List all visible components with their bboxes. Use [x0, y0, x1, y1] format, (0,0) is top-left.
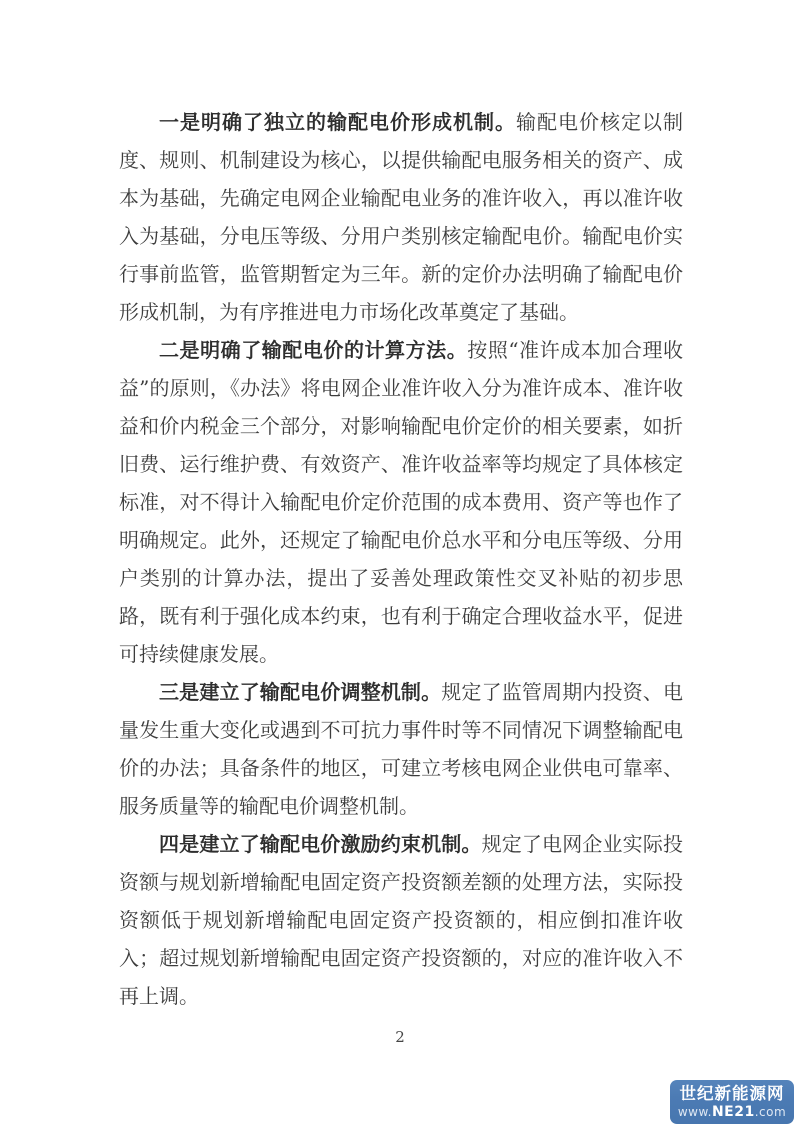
paragraph-3-lead: 三是建立了输配电价调整机制。: [159, 680, 442, 704]
document-body: [119, 103, 683, 1015]
paragraph-1-lead: 一是明确了独立的输配电价形成机制。: [159, 110, 516, 134]
watermark-url-tld: .com: [754, 1105, 787, 1119]
paragraph-2: [119, 331, 683, 673]
page-footer: [0, 1028, 800, 1046]
ne21-watermark-logo: [670, 1080, 794, 1124]
paragraph-3-body: 规定了监管周期内投资、电量发生重大变化或遇到不可抗力事件时等不同情况下调整输配电价的办法；具备条件的地区，可建立考核电网企业供电可靠率、服务质量等的输配电价调整机制。: [119, 680, 684, 818]
paragraph-1-body: 输配电价核定以制度、规则、机制建设为核心，以提供输配电服务相关的资产、成本为基础，先确定电网企业输配电业务的准许收入，再以准许收入为基础，分电压等级、分用户类别核定输配电价。输配电价实行事前监管，监管期暂定为三年。新的定价办法明确了输配电价形成机制，为有序推进电力市场化改革奠定了基础。: [119, 110, 683, 324]
paragraph-1: [119, 103, 683, 331]
watermark-url: [678, 1103, 786, 1120]
paragraph-4: [119, 825, 683, 1015]
watermark-site-name: 世纪新能源网: [679, 1084, 785, 1103]
watermark-url-www: www.: [677, 1105, 712, 1119]
paragraph-4-body: 规定了电网企业实际投资额与规划新增输配电固定资产投资额差额的处理方法，实际投资额低于规划新增输配电固定资产投资额的，相应倒扣准许收入；超过规划新增输配电固定资产投资额的，对应的准许收入不再上调。: [119, 832, 684, 1008]
paragraph-2-body: 按照“准许成本加合理收益”的原则，《办法》将电网企业准许收入分为准许成本、准许收益和价内税金三个部分，对影响输配电价定价的相关要素，如折旧费、运行维护费、有效资产、准许收益率等均规定了具体核定标准，对不得计入输配电价定价范围的成本费用、资产等也作了明确规定。此外，还规定了输配电价总水平和分电压等级、分用户类别的计算办法，提出了妥善处理政策性交叉补贴的初步思路，既有利于强化成本约束，也有利于确定合理收益水平，促进可持续健康发展。: [119, 338, 683, 666]
paragraph-4-lead: 四是建立了输配电价激励约束机制。: [159, 832, 482, 856]
watermark-url-domain: NE21: [711, 1104, 755, 1120]
paragraph-2-lead: 二是明确了输配电价的计算方法。: [159, 338, 468, 362]
paragraph-3: [119, 673, 683, 825]
page-number: 2: [395, 1028, 405, 1046]
